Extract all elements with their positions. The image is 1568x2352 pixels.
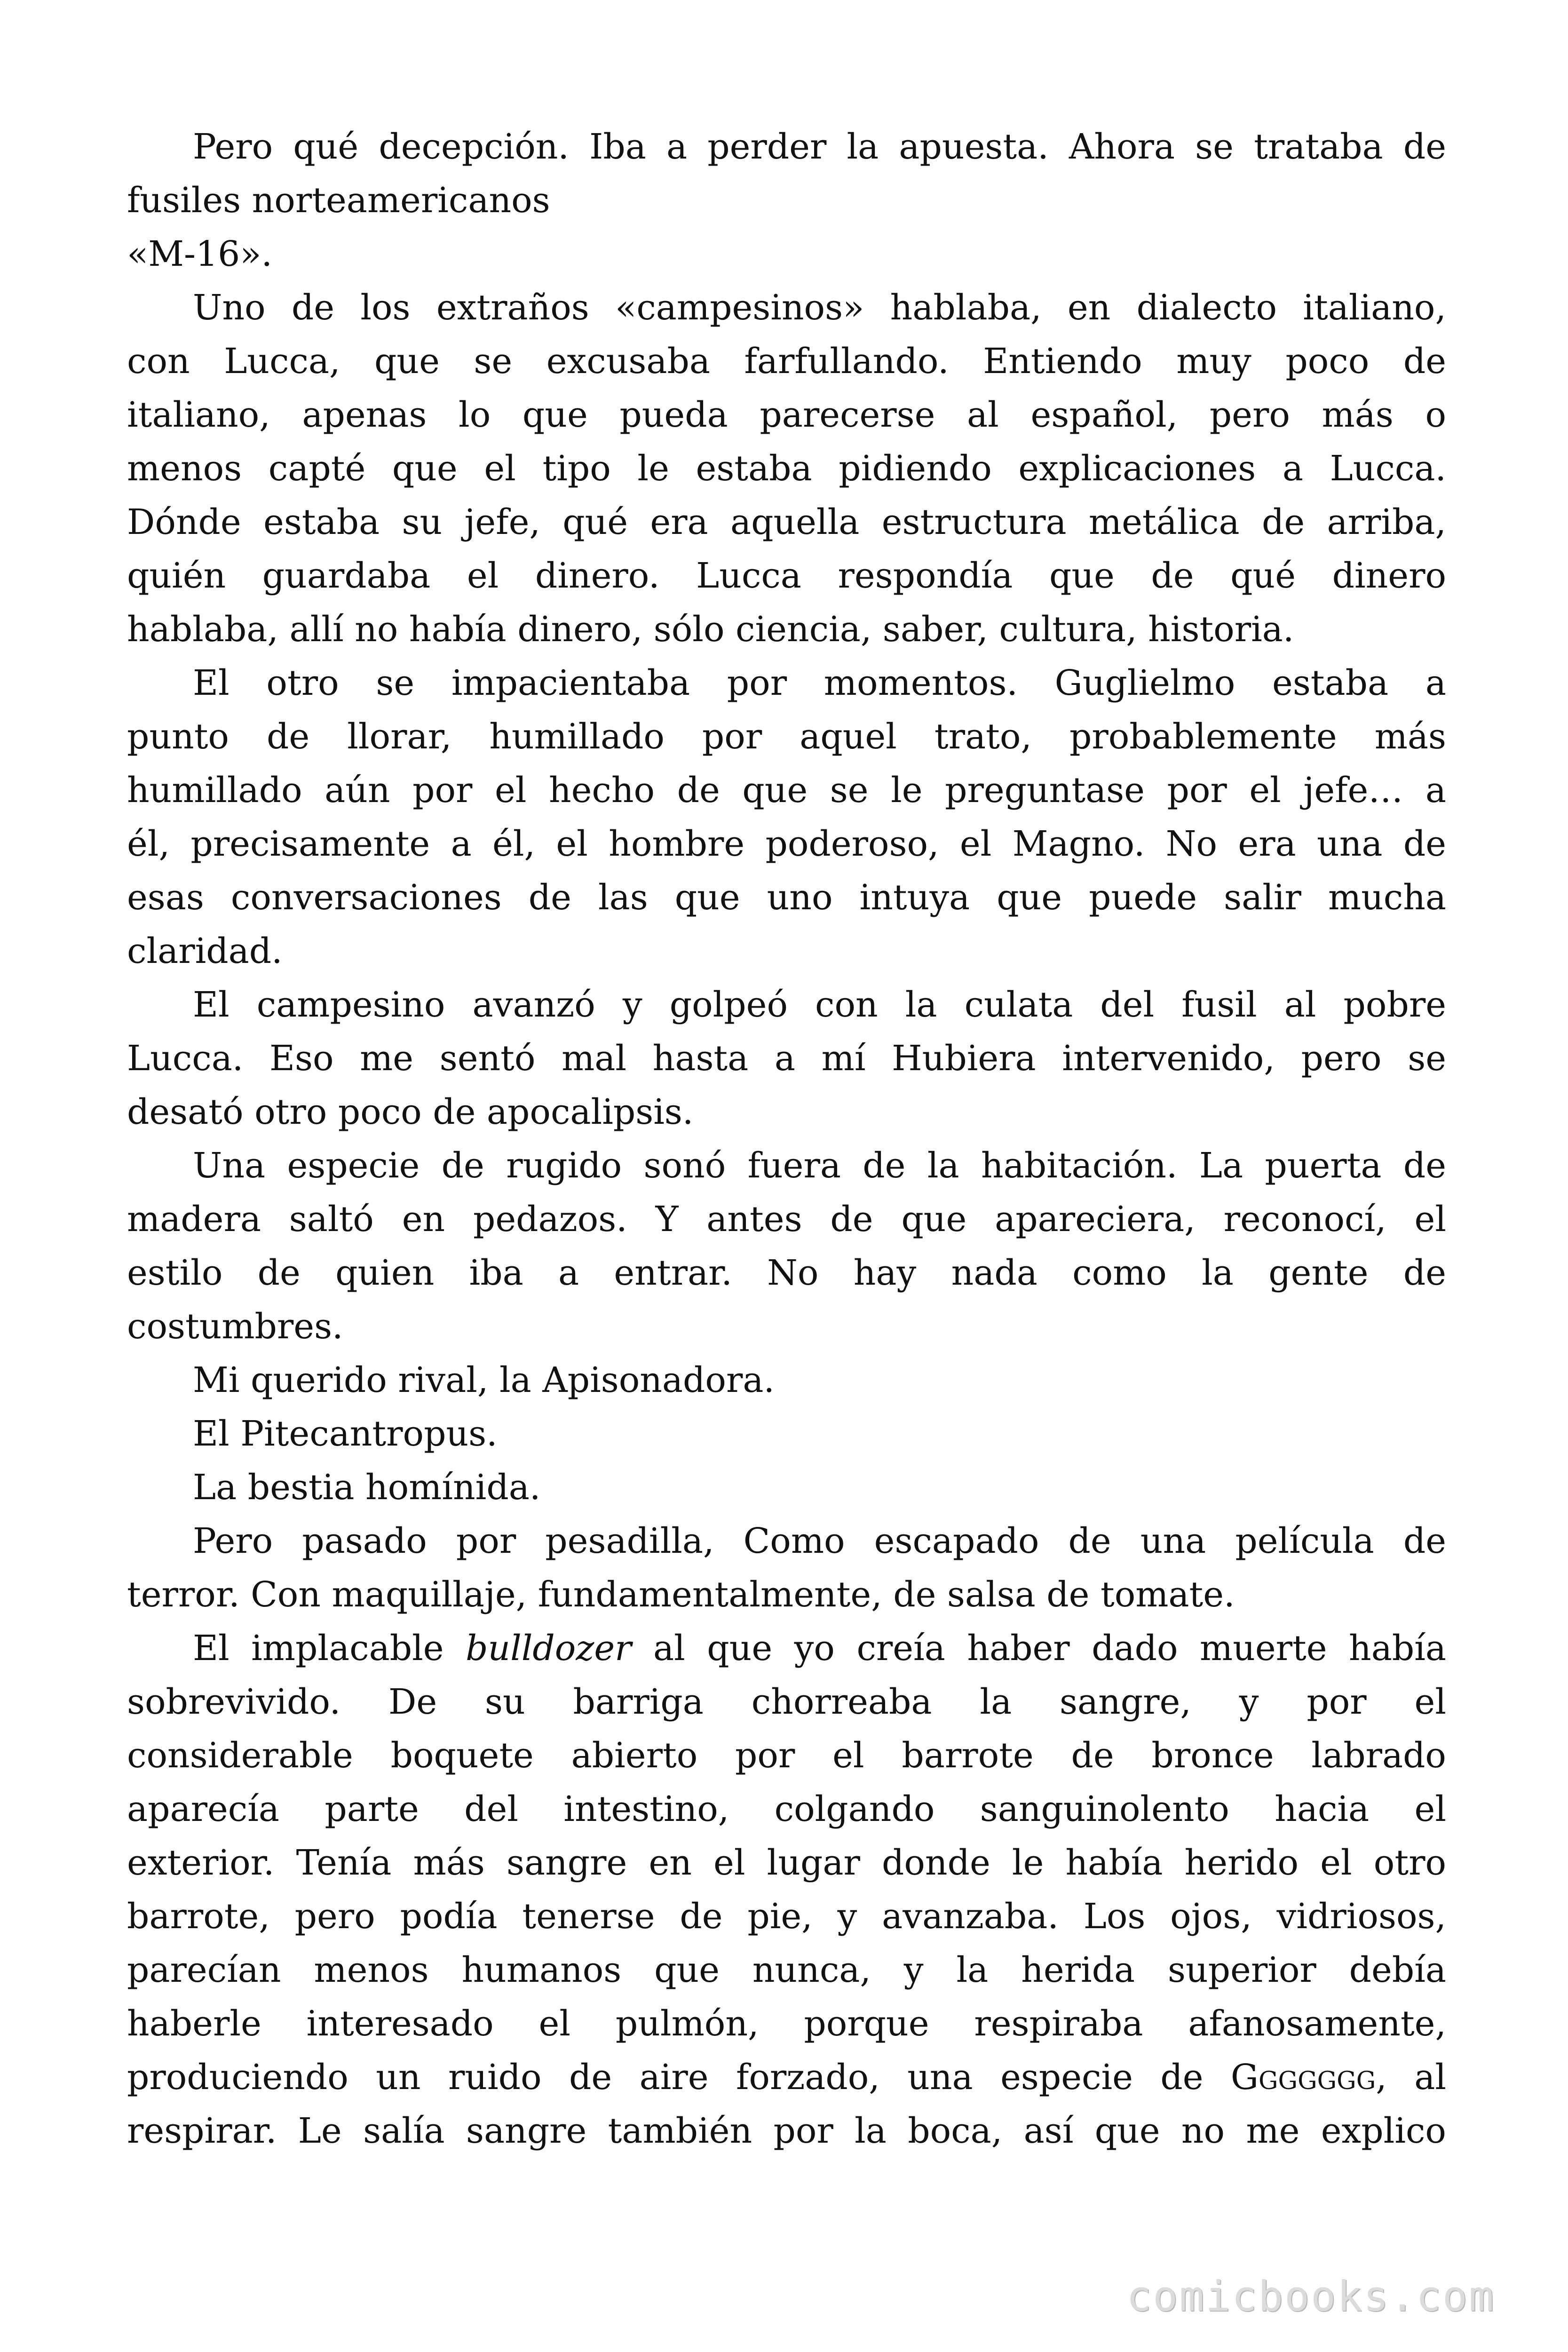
text-line: parecían menos humanos que nunca, y la herida superior debía bbox=[127, 1950, 1446, 1990]
text-line: quién guardaba el dinero. Lucca respondía que de qué dinero bbox=[127, 556, 1446, 596]
text-line: exterior. Tenía más sangre en el lugar donde le había herido el otro bbox=[127, 1843, 1446, 1883]
text-line: El otro se impacientaba por momentos. Guglielmo estaba a bbox=[193, 663, 1446, 703]
text-line: «M-16». bbox=[127, 234, 273, 274]
text-line: produciendo un ruido de aire forzado, una especie de Ggggggg, al bbox=[127, 2057, 1446, 2098]
text-line: él, precisamente a él, el hombre poderoso, el Magno. No era una de bbox=[127, 824, 1446, 864]
text-line: estilo de quien iba a entrar. No hay nada como la gente de bbox=[127, 1253, 1446, 1293]
text-line: respirar. Le salía sangre también por la boca, así que no me explico bbox=[127, 2111, 1446, 2151]
text-line: punto de llorar, humillado por aquel trato, probablemente más bbox=[127, 716, 1446, 757]
paragraph bbox=[127, 1621, 1446, 2158]
text-line: menos capté que el tipo le estaba pidiendo explicaciones a Lucca. bbox=[127, 448, 1446, 489]
text-line: terror. Con maquillaje, fundamentalmente, de salsa de tomate. bbox=[127, 1574, 1235, 1615]
paragraph bbox=[127, 656, 1446, 978]
paragraph bbox=[127, 978, 1446, 1139]
text-line: La bestia homínida. bbox=[193, 1467, 541, 1508]
text-line: Pero pasado por pesadilla, Como escapado de una película de bbox=[193, 1521, 1446, 1561]
paragraph bbox=[127, 1353, 1446, 1407]
paragraph bbox=[127, 120, 1446, 281]
text-line: Lucca. Eso me sentó mal hasta a mí Hubiera intervenido, pero se bbox=[127, 1038, 1446, 1079]
text-line: Dónde estaba su jefe, qué era aquella estructura metálica de arriba, bbox=[127, 502, 1446, 542]
paragraph bbox=[127, 1139, 1446, 1353]
text-line: sobrevivido. De su barriga chorreaba la sangre, y por el bbox=[127, 1682, 1446, 1722]
text-line: con Lucca, que se excusaba farfullando. Entiendo muy poco de bbox=[127, 341, 1446, 381]
text-line: humillado aún por el hecho de que se le preguntase por el jefe… a bbox=[127, 770, 1446, 810]
text-line: esas conversaciones de las que uno intuya que puede salir mucha bbox=[127, 877, 1446, 918]
text-line: hablaba, allí no había dinero, sólo ciencia, saber, cultura, historia. bbox=[127, 609, 1294, 650]
text-line: Pero qué decepción. Iba a perder la apuesta. Ahora se trataba de bbox=[193, 127, 1446, 167]
text-line: aparecía parte del intestino, colgando sanguinolento hacia el bbox=[127, 1789, 1446, 1829]
text-line: costumbres. bbox=[127, 1306, 343, 1347]
emphasis-text: bulldozer bbox=[466, 1628, 632, 1669]
text-line: El implacable bulldozer al que yo creía haber dado muerte había bbox=[193, 1628, 1446, 1669]
watermark: comicbooks.com bbox=[1126, 2272, 1495, 2320]
text-line: El Pitecantropus. bbox=[193, 1414, 498, 1454]
text-line: madera saltó en pedazos. Y antes de que apareciera, reconocí, el bbox=[127, 1199, 1446, 1240]
paragraph bbox=[127, 281, 1446, 656]
text-line: Mi querido rival, la Apisonadora. bbox=[193, 1360, 775, 1400]
text-line: Uno de los extraños «campesinos» hablaba, en dialecto italiano, bbox=[193, 287, 1446, 328]
text-line: fusiles norteamericanos bbox=[127, 180, 550, 221]
text-line: barrote, pero podía tenerse de pie, y avanzaba. Los ojos, vidriosos, bbox=[127, 1896, 1446, 1937]
text-line: Una especie de rugido sonó fuera de la habitación. La puerta de bbox=[193, 1145, 1446, 1186]
text-line: El campesino avanzó y golpeó con la culata del fusil al pobre bbox=[193, 985, 1446, 1025]
paragraph bbox=[127, 1407, 1446, 1461]
text-line: desató otro poco de apocalipsis. bbox=[127, 1092, 694, 1132]
text-line: claridad. bbox=[127, 931, 283, 971]
small-caps-text: Ggggggg bbox=[1230, 2057, 1376, 2098]
text-line: italiano, apenas lo que pueda parecerse al español, pero más o bbox=[127, 395, 1446, 435]
paragraph bbox=[127, 1514, 1446, 1621]
text-line: haberle interesado el pulmón, porque respiraba afanosamente, bbox=[127, 2003, 1446, 2044]
body-text bbox=[127, 120, 1446, 2158]
paragraph bbox=[127, 1461, 1446, 1514]
text-line: considerable boquete abierto por el barrote de bronce labrado bbox=[127, 1735, 1446, 1776]
